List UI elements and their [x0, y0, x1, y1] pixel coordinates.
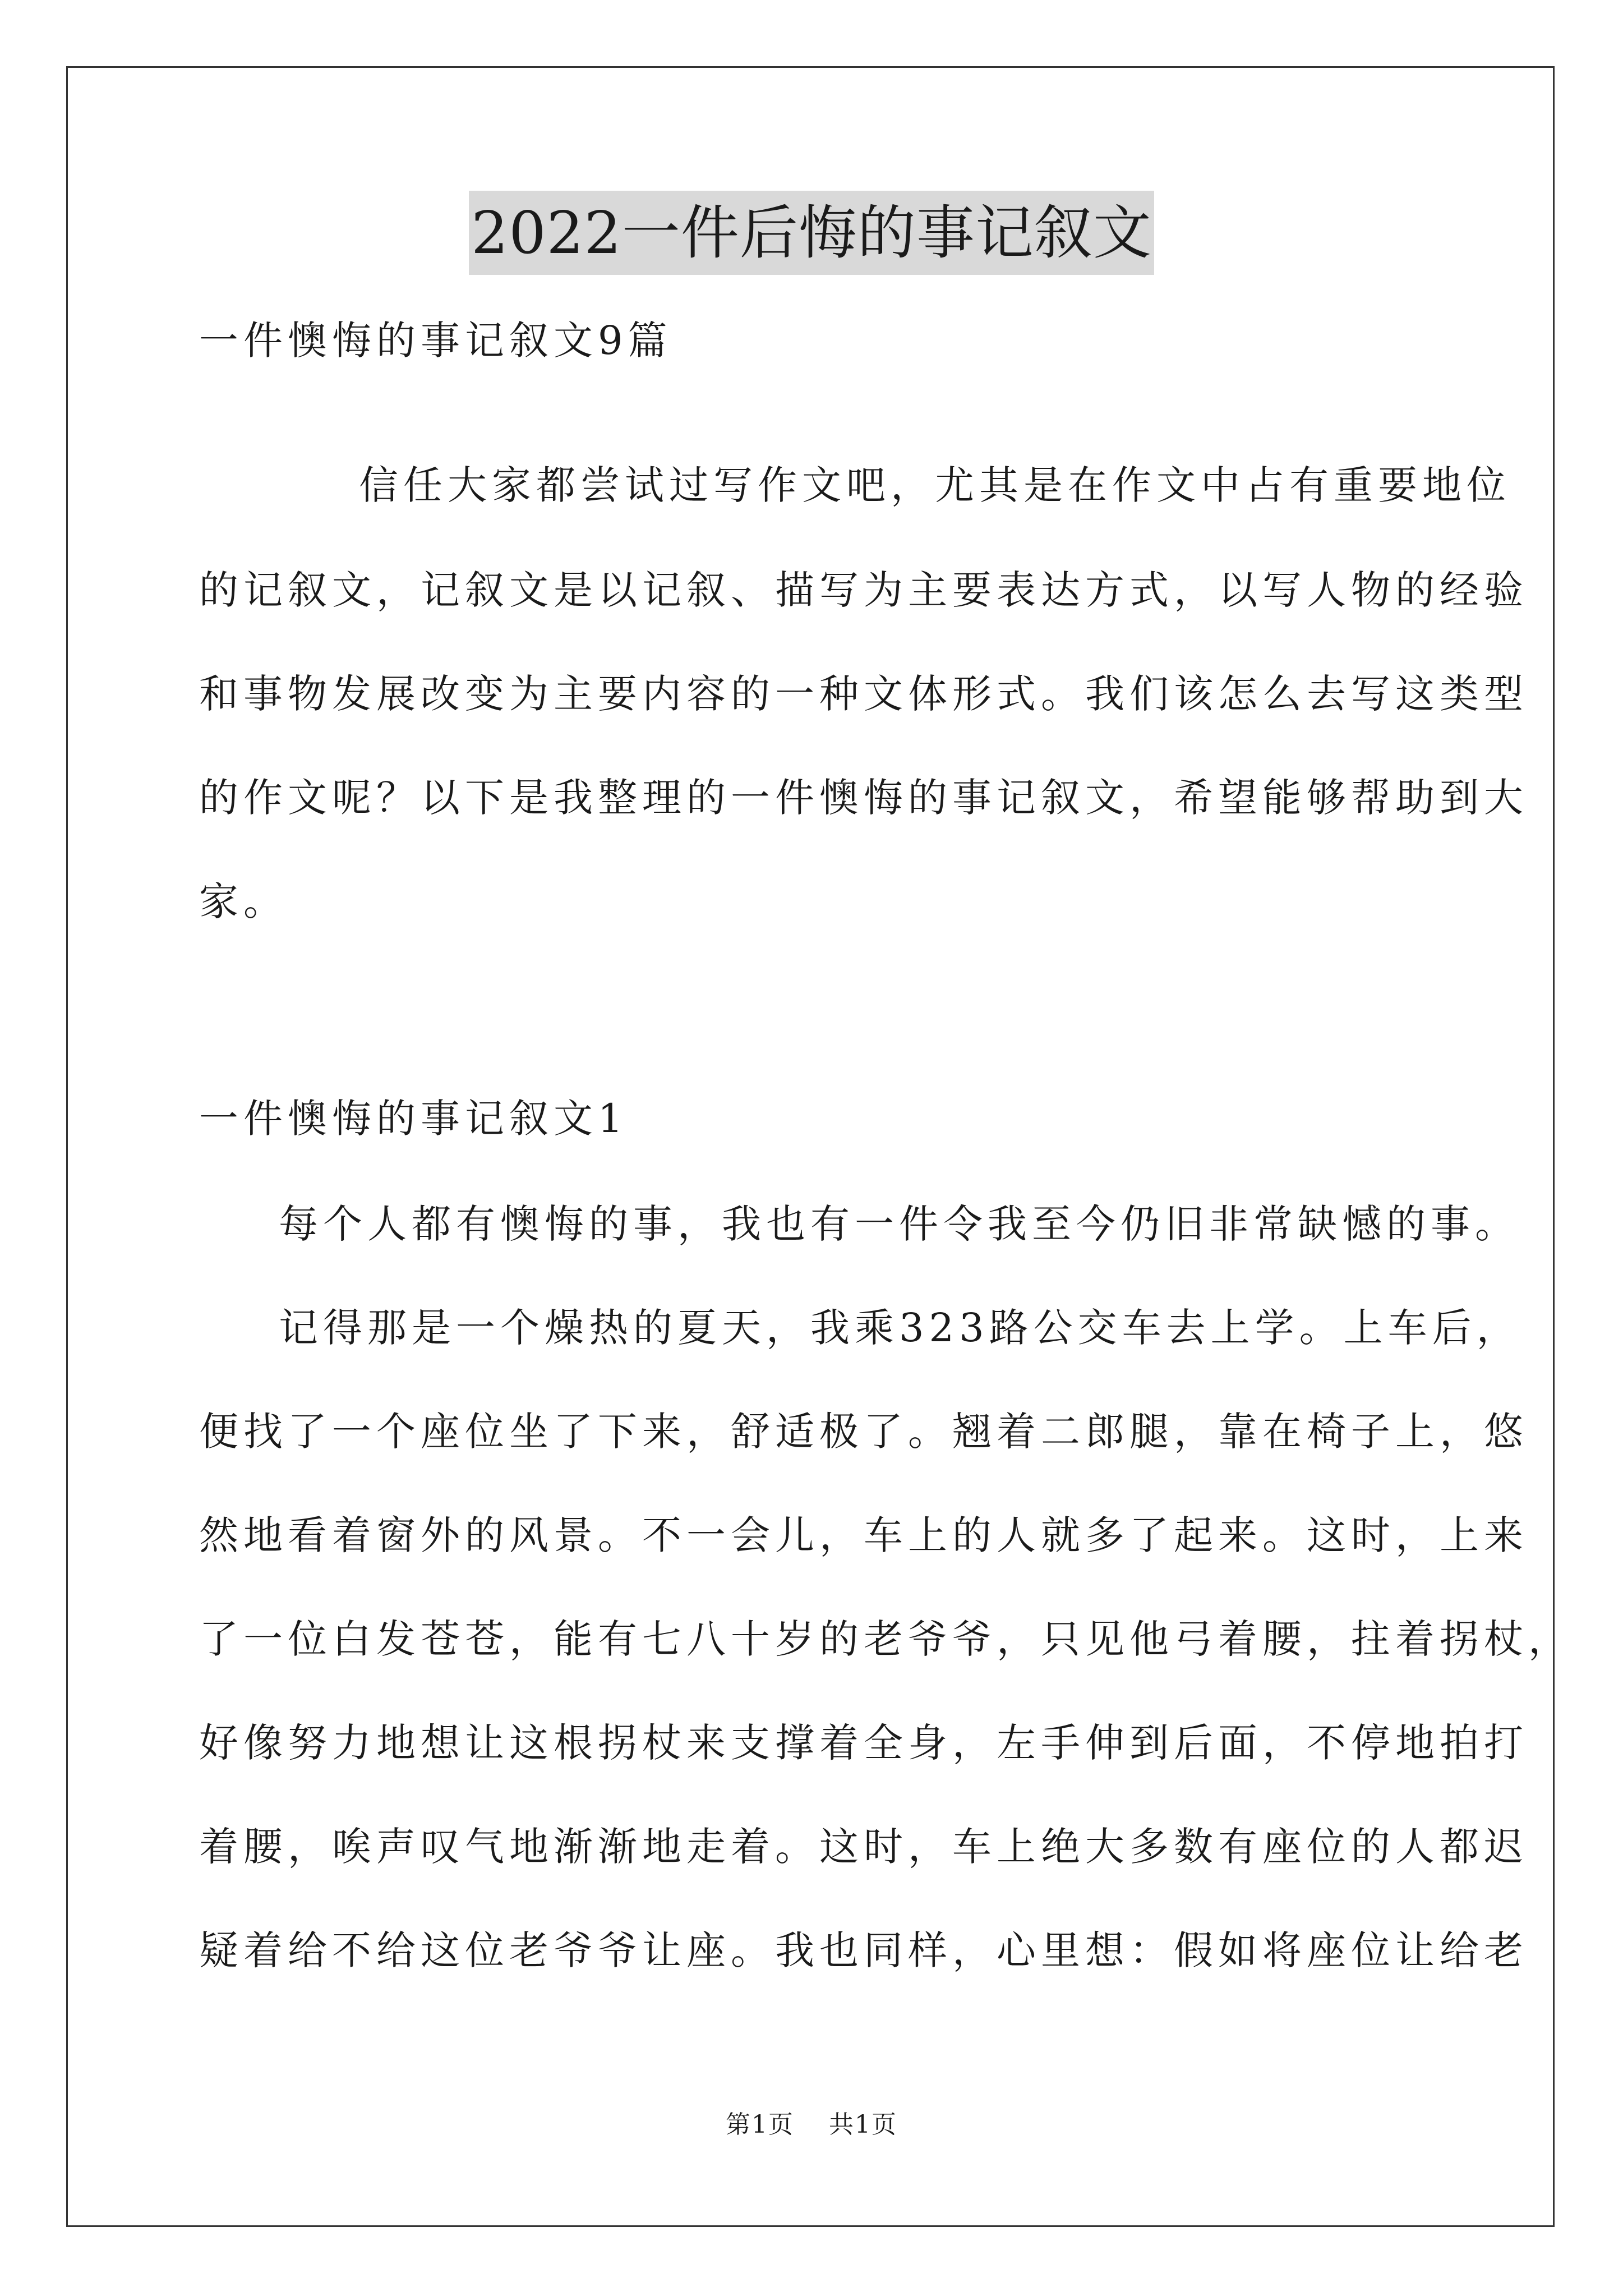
- intro-line: 和事物发展改变为主要内容的一种文体形式。我们该怎么去写这类型: [199, 671, 1528, 717]
- intro-line: 家。: [199, 878, 288, 924]
- intro-line: 的作文呢？以下是我整理的一件懊悔的事记叙文，希望能够帮助到大: [199, 775, 1528, 821]
- page-number: 第1页: [726, 2110, 794, 2139]
- body-line: 了一位白发苍苍，能有七八十岁的老爷爷，只见他弓着腰，拄着拐杖，: [199, 1616, 1573, 1662]
- body-line: 记得那是一个燥热的夏天，我乘323路公交车去上学。上车后，: [279, 1305, 1521, 1351]
- body-line: 疑着给不给这位老爷爷让座。我也同样，心里想：假如将座位让给老: [199, 1927, 1528, 1973]
- body-line: 着腰，唉声叹气地渐渐地走着。这时，车上绝大多数有座位的人都迟: [199, 1824, 1528, 1870]
- page-total: 共1页: [829, 2110, 897, 2139]
- title-container: [0, 191, 1623, 275]
- document-title: 2022一件后悔的事记叙文: [469, 191, 1154, 275]
- intro-line: 的记叙文，记叙文是以记叙、描写为主要表达方式，以写人物的经验: [199, 567, 1528, 613]
- intro-line: 信任大家都尝试过写作文吧，尤其是在作文中占有重要地位: [359, 462, 1511, 508]
- body-line: 好像努力地想让这根拐杖来支撑着全身，左手伸到后面，不停地拍打: [199, 1720, 1528, 1766]
- body-line: 便找了一个座位坐了下来，舒适极了。翘着二郎腿，靠在椅子上，悠: [199, 1409, 1528, 1455]
- section-heading: 一件懊悔的事记叙文1: [199, 1096, 628, 1142]
- page-border: [66, 66, 1573, 2227]
- body-line: 每个人都有懊悔的事，我也有一件令我至今仍旧非常缺憾的事。: [279, 1201, 1519, 1247]
- document-subtitle: 一件懊悔的事记叙文9篇: [199, 318, 672, 364]
- body-line: 然地看着窗外的风景。不一会儿，车上的人就多了起来。这时，上来: [199, 1512, 1528, 1558]
- page-footer: [0, 2108, 1623, 2142]
